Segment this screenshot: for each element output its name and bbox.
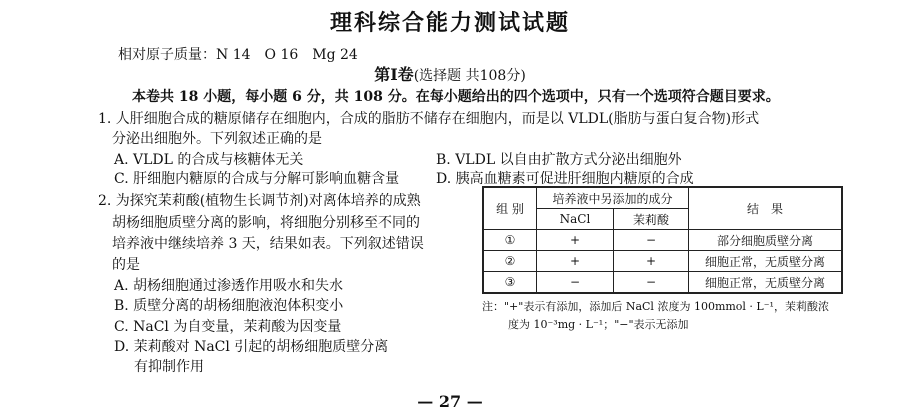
nacl-header: NaCl [537, 209, 614, 230]
q2-stem-line4: 的是 [112, 257, 140, 273]
nacl-cell: − [537, 272, 614, 294]
q2-option-a: A. 胡杨细胞通过渗透作用吸水和失水 [114, 278, 344, 294]
section-title: 第Ⅰ卷 [374, 65, 414, 84]
table-header-row [483, 187, 842, 209]
q1-stem-line2: 分泌出细胞外。下列叙述正确的是 [112, 131, 322, 147]
table-row [483, 230, 842, 251]
jasmonic-cell: − [614, 272, 689, 294]
table-row [483, 272, 842, 294]
jasmonic-cell: − [614, 230, 689, 251]
section-instructions: 本卷共 18 小题，每小题 6 分，共 108 分。在每小题给出的四个选项中，只有一个选项符合题目要求。 [132, 89, 780, 105]
group-header: 组 别 [483, 187, 537, 230]
q2-stem-line3: 培养液中继续培养 3 天，结果如表。下列叙述错误 [112, 236, 424, 252]
q1-option-b: B. VLDL 以自由扩散方式分泌出细胞外 [436, 152, 682, 168]
section-subtitle: (选择题 共108分) [413, 68, 526, 84]
q2-stem-line2: 胡杨细胞质壁分离的影响，将细胞分别移至不同的 [112, 215, 420, 231]
section-heading [0, 62, 900, 85]
q2-option-d-line1: D. 茉莉酸对 NaCl 引起的胡杨细胞质壁分离 [114, 339, 389, 355]
nacl-cell: + [537, 230, 614, 251]
q1-stem-line1: 1. 人肝细胞合成的糖原储存在细胞内，合成的脂肪不储存在细胞内，而是以 VLDL(脂肪与蛋白复合物)形式 [98, 111, 760, 127]
nacl-cell: + [537, 251, 614, 272]
table-row [483, 251, 842, 272]
q2-option-c: C. NaCl 为自变量，茉莉酸为因变量 [114, 319, 342, 335]
table-note [482, 298, 829, 334]
jasmonic-acid-header: 茉莉酸 [614, 209, 689, 230]
group-cell: ③ [483, 272, 537, 294]
jasmonic-cell: + [614, 251, 689, 272]
page-number: — 27 — [417, 392, 483, 411]
results-table [482, 186, 843, 294]
group-cell: ② [483, 251, 537, 272]
q2-option-d-line2: 有抑制作用 [134, 359, 204, 375]
table-note-line1: 注："+"表示有添加，添加后 NaCl 浓度为 100mmol · L⁻¹，茉莉酸浓 [482, 300, 829, 313]
q2-stem-line1: 2. 为探究茉莉酸(植物生长调节剂)对离体培养的成熟 [98, 193, 421, 209]
q1-option-c: C. 肝细胞内糖原的合成与分解可影响血糖含量 [114, 171, 400, 187]
page-title: 理科综合能力测试试题 [329, 10, 570, 36]
table-note-line2: 度为 10⁻³mg · L⁻¹；"−"表示无添加 [508, 318, 689, 331]
added-component-header: 培养液中另添加的成分 [537, 187, 689, 209]
result-cell: 细胞正常，无质壁分离 [689, 272, 843, 294]
group-cell: ① [483, 230, 537, 251]
result-cell: 细胞正常，无质壁分离 [689, 251, 843, 272]
result-cell: 部分细胞质壁分离 [689, 230, 843, 251]
q2-option-b: B. 质壁分离的胡杨细胞液泡体积变小 [114, 298, 344, 314]
q1-option-d: D. 胰高血糖素可促进肝细胞内糖原的合成 [436, 171, 694, 187]
result-header: 结 果 [689, 187, 843, 230]
q1-option-a: A. VLDL 的合成与核糖体无关 [114, 152, 304, 168]
atomic-mass-line: 相对原子质量：N 14 O 16 Mg 24 [118, 47, 358, 63]
